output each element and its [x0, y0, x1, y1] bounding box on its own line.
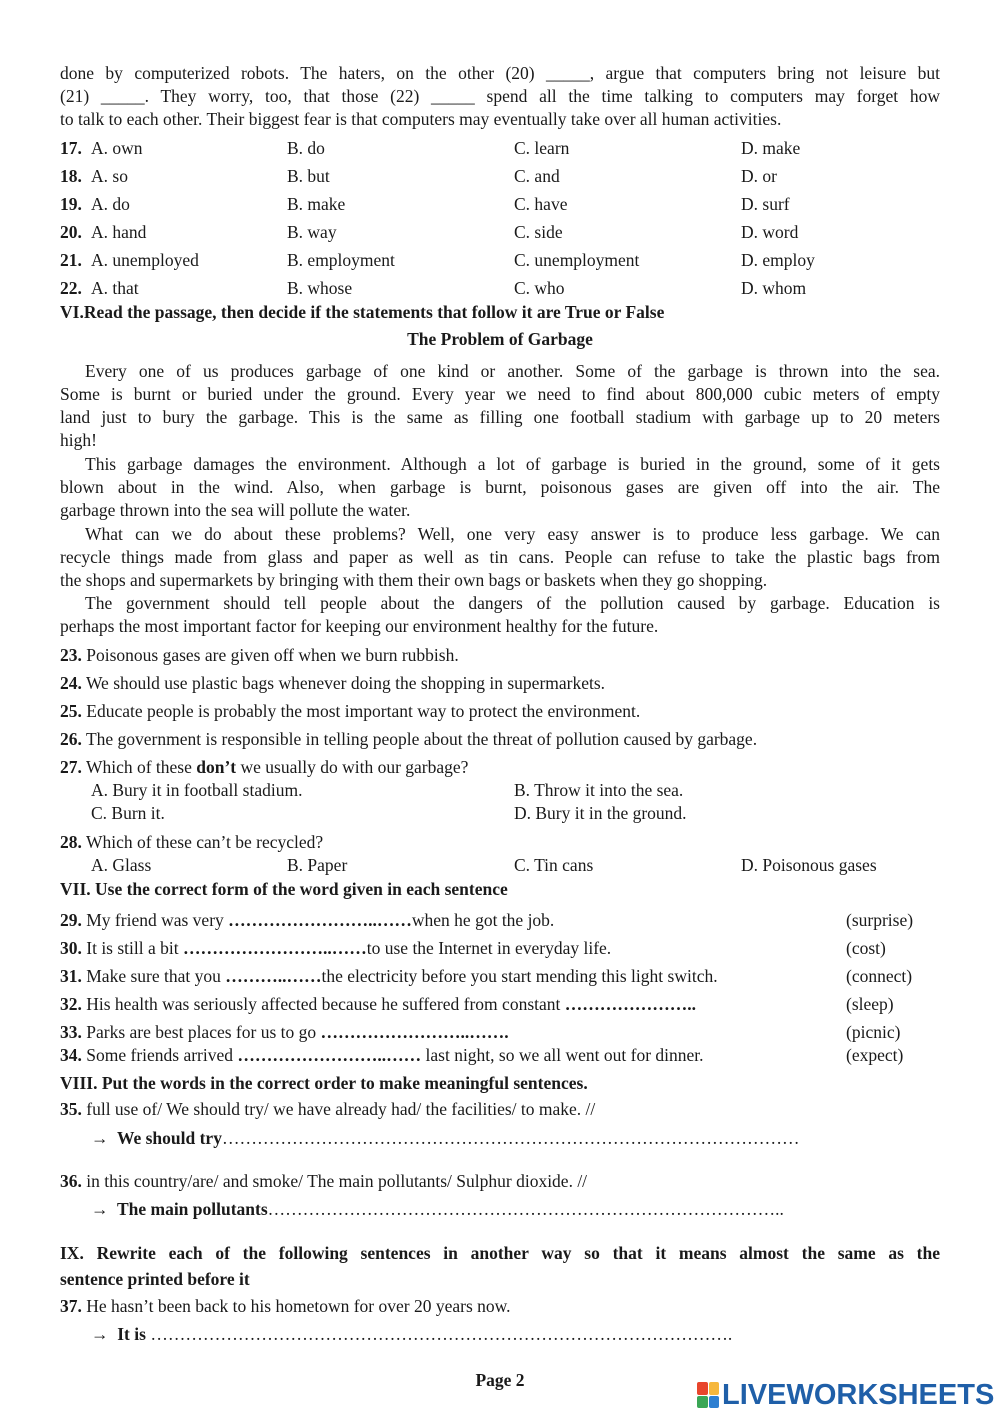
arrow-icon: →	[91, 1324, 109, 1344]
option-c: C. and	[514, 166, 560, 186]
question-27	[60, 756, 468, 778]
option-c: C. who	[514, 278, 565, 298]
option-a: A. hand	[91, 222, 147, 242]
item-text-post: the electricity before you start mending this light switch.	[321, 966, 718, 986]
arrow-icon: →	[91, 1199, 109, 1219]
question-number: 33.	[60, 1022, 82, 1042]
question-28	[60, 831, 323, 853]
para3-line-1: What can we do about these problems? Well, one very easy answer is to produce less garbage. We can	[85, 524, 940, 544]
item-30	[60, 937, 611, 959]
question-number: 27.	[60, 757, 82, 777]
option-b: B. way	[287, 222, 337, 242]
item-29	[60, 909, 554, 931]
option-c: C. side	[514, 222, 563, 242]
statement-text: The government is responsible in telling people about the threat of pollution caused by garbage.	[85, 729, 758, 749]
item-32	[60, 993, 696, 1015]
answer-blank[interactable]: ……………………..…….	[320, 1022, 509, 1042]
question-number: 20.	[60, 222, 82, 242]
logo-square-icon	[697, 1396, 708, 1409]
item-text-pre: His health was seriously affected because he suffered from constant	[86, 994, 565, 1014]
question-number: 26.	[60, 729, 82, 749]
statement-text: Poisonous gases are given off when we burn rubbish.	[86, 645, 459, 665]
statement-25	[60, 700, 640, 722]
option-d: D. whom	[741, 278, 807, 298]
q27-option-a: A. Bury it in football stadium.	[91, 780, 303, 800]
q27-option-b: B. Throw it into the sea.	[514, 780, 684, 800]
option-c: C. have	[514, 194, 568, 214]
para4-line-2: perhaps the most important factor for keeping our environment healthy for the future.	[60, 616, 659, 636]
option-d: D. make	[741, 138, 801, 158]
answer-35[interactable]	[91, 1127, 799, 1149]
section-9-heading-line-2: sentence printed before it	[60, 1269, 250, 1289]
intro-line-3: to talk to each other. Their biggest fear is that computers may eventually take over all human activities.	[60, 109, 782, 129]
item-text-pre: Make sure that you	[86, 966, 226, 986]
para2-line-3: garbage thrown into the sea will pollute the water.	[60, 500, 411, 520]
question-number: 35.	[60, 1099, 82, 1119]
item-text-pre: It is still a bit	[86, 938, 183, 958]
question-text-post: we usually do with our garbage?	[236, 757, 469, 777]
question-number: 32.	[60, 994, 82, 1014]
para3-line-3: the shops and supermarkets by bringing with them their own bags or baskets when they go shopping.	[60, 570, 768, 590]
para3-line-2: recycle things made from glass and paper as well as tin cans. People can refuse to take the plastic bags from	[60, 547, 940, 567]
option-a: A. so	[91, 166, 128, 186]
section-7-heading: VII. Use the correct form of the word given in each sentence	[60, 879, 508, 899]
item-31	[60, 965, 718, 987]
question-text: full use of/ We should try/ we have already had/ the facilities/ to make. //	[86, 1099, 596, 1119]
item-33	[60, 1021, 509, 1043]
statement-23	[60, 644, 459, 666]
option-b: B. whose	[287, 278, 353, 298]
answer-blank[interactable]: ……………………..……	[237, 1045, 422, 1065]
question-number: 23.	[60, 645, 82, 665]
item-text-pre: Some friends arrived	[86, 1045, 238, 1065]
answer-blank[interactable]: ………..……	[225, 966, 322, 986]
hint-30: (cost)	[846, 938, 886, 958]
question-36	[60, 1170, 587, 1192]
question-number: 25.	[60, 701, 82, 721]
logo-grid-icon	[697, 1382, 719, 1408]
item-text-pre: My friend was very	[86, 910, 229, 930]
para2-line-1: This garbage damages the environment. Although a lot of garbage is buried in the ground, some of it gets	[85, 454, 940, 474]
answer-blank[interactable]: ……………………………………………………………………………………….	[145, 1324, 733, 1344]
section-6-heading: VI.Read the passage, then decide if the statements that follow it are True or False	[60, 302, 665, 322]
answer-start: The main pollutants	[116, 1199, 268, 1219]
item-34	[60, 1044, 704, 1066]
logo-square-icon	[697, 1382, 708, 1395]
statement-26	[60, 728, 757, 750]
option-b: B. employment	[287, 250, 395, 270]
statement-text: We should use plastic bags whenever doing the shopping in supermarkets.	[85, 673, 606, 693]
hint-29: (surprise)	[846, 910, 914, 930]
question-number: 17.	[60, 138, 82, 158]
hint-32: (sleep)	[846, 994, 894, 1014]
option-a: A. do	[91, 194, 130, 214]
hint-31: (connect)	[846, 966, 913, 986]
passage-title: The Problem of Garbage	[407, 329, 593, 349]
question-37	[60, 1295, 511, 1317]
item-text-pre: Parks are best places for us to go	[86, 1022, 321, 1042]
option-a: A. unemployed	[91, 250, 199, 270]
item-text-post: last night, so we all went out for dinner.	[421, 1045, 704, 1065]
answer-blank[interactable]: ……………………..……	[183, 938, 367, 958]
question-number: 31.	[60, 966, 82, 986]
logo-square-icon	[709, 1382, 720, 1395]
question-text: Which of these can’t be recycled?	[85, 832, 324, 852]
answer-blank[interactable]: ………………………………………………………………………………………	[221, 1128, 800, 1148]
para1-line-4: high!	[60, 430, 97, 450]
question-text-pre: Which of these	[85, 757, 197, 777]
hint-34: (expect)	[846, 1045, 904, 1065]
item-text-post: when he got the job.	[411, 910, 555, 930]
option-b: B. but	[287, 166, 330, 186]
logo-text: LIVEWORKSHEETS	[722, 1378, 995, 1411]
q27-option-d: D. Bury it in the ground.	[514, 803, 687, 823]
para1-line-2: Some is burnt or buried under the ground. Every year we need to find about 800,000 cubic meters of empty	[60, 384, 940, 404]
q28-option-a: A. Glass	[91, 855, 152, 875]
liveworksheets-logo[interactable]	[697, 1378, 994, 1412]
intro-line-1: done by computerized robots. The haters, on the other (20) _____, argue that computers bring not leisure but	[60, 63, 940, 83]
para1-line-1: Every one of us produces garbage of one kind or another. Some of the garbage is thrown into the sea.	[85, 361, 940, 381]
q28-option-b: B. Paper	[287, 855, 348, 875]
answer-blank[interactable]: ……………………………………………………………………………..	[267, 1199, 784, 1219]
logo-square-icon	[709, 1396, 720, 1409]
item-text-post: to use the Internet in everyday life.	[366, 938, 612, 958]
para4-line-1: The government should tell people about the dangers of the pollution caused by garbage. Education is	[85, 593, 940, 613]
question-number: 36.	[60, 1171, 82, 1191]
para2-line-2: blown about in the wind. Also, when garbage is burnt, poisonous gases are given off into the air. The	[60, 477, 940, 497]
question-text: in this country/are/ and smoke/ The main pollutants/ Sulphur dioxide. //	[86, 1171, 588, 1191]
question-number: 21.	[60, 250, 82, 270]
option-c: C. unemployment	[514, 250, 640, 270]
intro-line-2: (21) _____. They worry, too, that those (22) _____ spend all the time talking to computers may forget how	[60, 86, 940, 106]
statement-text: Educate people is probably the most important way to protect the environment.	[86, 701, 641, 721]
option-d: D. or	[741, 166, 777, 186]
question-number: 29.	[60, 910, 82, 930]
option-a: A. own	[91, 138, 143, 158]
question-text-emphasis: don’t	[196, 757, 237, 777]
answer-blank[interactable]: …………………..	[564, 994, 696, 1014]
hint-33: (picnic)	[846, 1022, 901, 1042]
option-b: B. make	[287, 194, 346, 214]
page-number: Page 2	[475, 1370, 525, 1390]
section-8-heading: VIII. Put the words in the correct order to make meaningful sentences.	[60, 1073, 588, 1093]
statement-24	[60, 672, 605, 694]
question-number: 37.	[60, 1296, 82, 1316]
option-d: D. employ	[741, 250, 815, 270]
question-number: 22.	[60, 278, 82, 298]
option-d: D. word	[741, 222, 799, 242]
section-9-heading-line-1: IX. Rewrite each of the following sentences in another way so that it means almost the same as the	[60, 1243, 940, 1263]
answer-37[interactable]	[91, 1323, 732, 1345]
question-35	[60, 1098, 595, 1120]
question-text: He hasn’t been back to his hometown for over 20 years now.	[86, 1296, 511, 1316]
option-d: D. surf	[741, 194, 790, 214]
question-number: 19.	[60, 194, 82, 214]
option-a: A. that	[91, 278, 139, 298]
question-number: 24.	[60, 673, 82, 693]
answer-start: It is	[117, 1324, 146, 1344]
arrow-icon: →	[91, 1128, 109, 1148]
para1-line-3: land just to bury the garbage. This is the same as filling one football stadium with garbage up to 20 meters	[60, 407, 940, 427]
q28-option-c: C. Tin cans	[514, 855, 594, 875]
answer-36[interactable]	[91, 1198, 784, 1220]
answer-blank[interactable]: ……………………..……	[228, 910, 412, 930]
q28-option-d: D. Poisonous gases	[741, 855, 877, 875]
answer-start: We should try	[116, 1128, 222, 1148]
question-number: 18.	[60, 166, 82, 186]
question-number: 34.	[60, 1045, 82, 1065]
option-c: C. learn	[514, 138, 570, 158]
q27-option-c: C. Burn it.	[91, 803, 165, 823]
question-number: 30.	[60, 938, 82, 958]
option-b: B. do	[287, 138, 325, 158]
question-number: 28.	[60, 832, 82, 852]
